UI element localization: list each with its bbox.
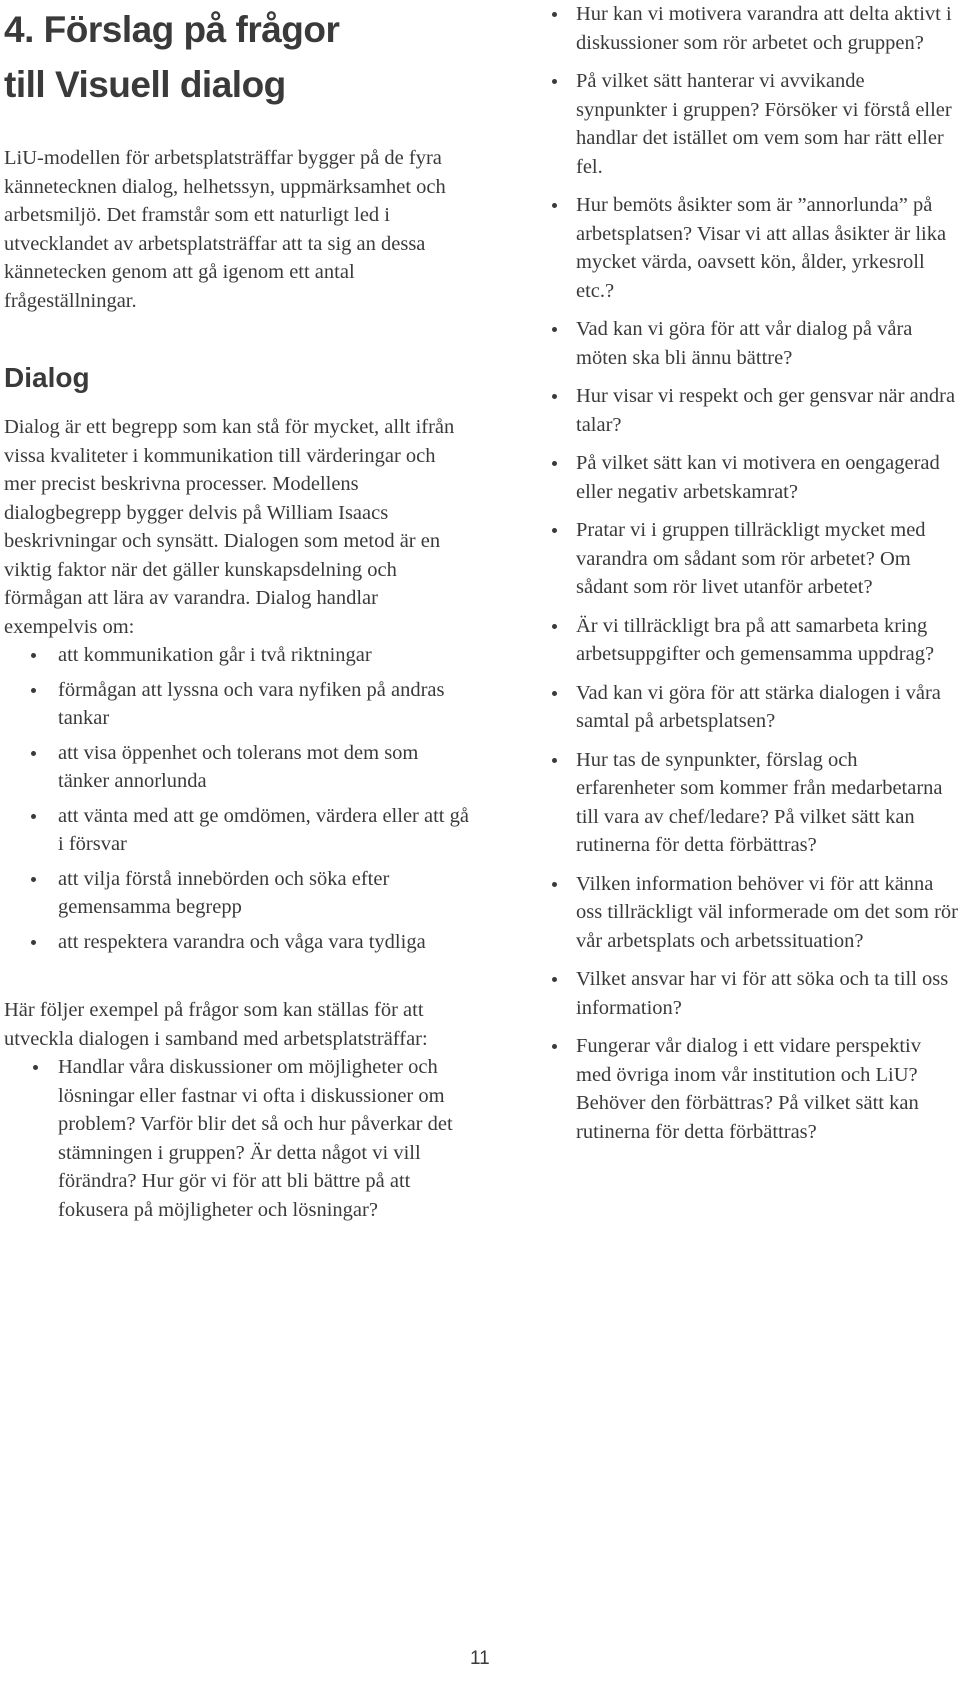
- left-questions-list: [4, 1053, 472, 1224]
- question-item: Hur bemöts åsikter som är ”annorlunda” på arbetsplatsen? Visar vi att allas åsikter är lika mycket värda, oavsett kön, ålder, yrkesroll etc.?: [548, 191, 960, 305]
- question-item: Vilket ansvar har vi för att söka och ta till oss information?: [548, 965, 960, 1022]
- right-questions-list: [548, 0, 960, 1146]
- questions-intro-paragraph: Här följer exempel på frågor som kan ställas för att utveckla dialogen i samband med arbetsplatsträffar:: [4, 999, 428, 1050]
- page-title: [4, 2, 472, 112]
- dialog-list-item: att visa öppenhet och tolerans mot dem som tänker annorlunda: [4, 739, 472, 796]
- question-item: Hur tas de synpunkter, förslag och erfarenheter som kommer från medarbetarna till vara av chef/ledare? På vilket sätt kan rutinerna för detta förbättras?: [548, 746, 960, 860]
- dialog-list-item: att vänta med att ge omdömen, värdera eller att gå i försvar: [4, 802, 472, 859]
- right-column: [548, 0, 960, 1156]
- page-number: 11: [470, 1648, 490, 1669]
- question-item: Pratar vi i gruppen tillräckligt mycket med varandra om sådant som rör arbetet? Om sådant som rör livet utanför arbetet?: [548, 516, 960, 602]
- dialog-list-item: att respektera varandra och våga vara tydliga: [4, 928, 472, 957]
- dialog-list-item: att vilja förstå innebörden och söka efter gemensamma begrepp: [4, 865, 472, 922]
- page-title-line-1: 4. Förslag på frågor: [4, 9, 340, 50]
- question-item: Vad kan vi göra för att stärka dialogen i våra samtal på arbetsplatsen?: [548, 679, 960, 736]
- question-item: Handlar våra diskussioner om möjligheter och lösningar eller fastnar vi ofta i diskussioner om problem? Varför blir det så och hur påverkar det stämningen i gruppen? Är detta något vi vill förändra? Hur gör vi för att bli bättre på att fokusera på möjligheter och lösningar?: [4, 1053, 472, 1224]
- dialog-heading: Dialog: [4, 362, 90, 393]
- question-item: På vilket sätt kan vi motivera en oengagerad eller negativ arbetskamrat?: [548, 449, 960, 506]
- intro-paragraph: LiU-modellen för arbetsplatsträffar bygger på de fyra kännetecknen dialog, helhetssyn, uppmärksamhet och arbetsmiljö. Det framstår som ett naturligt led i utvecklandet av arbetsplatsträffar att ta sig an dessa kännetecken genom att gå igenom ett antal frågeställningar.: [4, 147, 446, 312]
- question-item: Hur kan vi motivera varandra att delta aktivt i diskussioner som rör arbetet och gruppen?: [548, 0, 960, 57]
- question-item: Hur visar vi respekt och ger gensvar när andra talar?: [548, 382, 960, 439]
- dialog-list: [4, 641, 472, 956]
- question-item: På vilket sätt hanterar vi avvikande synpunkter i gruppen? Försöker vi förstå eller handlar det istället om vem som har rätt eller fel.: [548, 67, 960, 181]
- question-item: Fungerar vår dialog i ett vidare perspektiv med övriga inom vår institution och LiU? Behöver den förbättras? På vilket sätt kan rutinerna för detta förbättras?: [548, 1032, 960, 1146]
- dialog-list-item: att kommunikation går i två riktningar: [4, 641, 472, 670]
- question-item: Vad kan vi göra för att vår dialog på våra möten ska bli ännu bättre?: [548, 315, 960, 372]
- question-item: Är vi tillräckligt bra på att samarbeta kring arbetsuppgifter och gemensamma uppdrag?: [548, 612, 960, 669]
- dialog-list-item: förmågan att lyssna och vara nyfiken på andras tankar: [4, 676, 472, 733]
- page-title-line-2: till Visuell dialog: [4, 64, 286, 105]
- question-item: Vilken information behöver vi för att känna oss tillräckligt väl informerade om det som rör vår arbetsplats och arbetssituation?: [548, 870, 960, 956]
- left-column: [4, 2, 472, 1224]
- dialog-paragraph: Dialog är ett begrepp som kan stå för mycket, allt ifrån vissa kvaliteter i kommunikation till värderingar och mer precist beskrivna processer. Modellens dialogbegrepp bygger delvis på William Isaacs beskrivningar och synsätt. Dialogen som metod är en viktig faktor när det gäller kunskapsdelning och förmågan att lära av varandra. Dialog handlar exempelvis om:: [4, 416, 455, 638]
